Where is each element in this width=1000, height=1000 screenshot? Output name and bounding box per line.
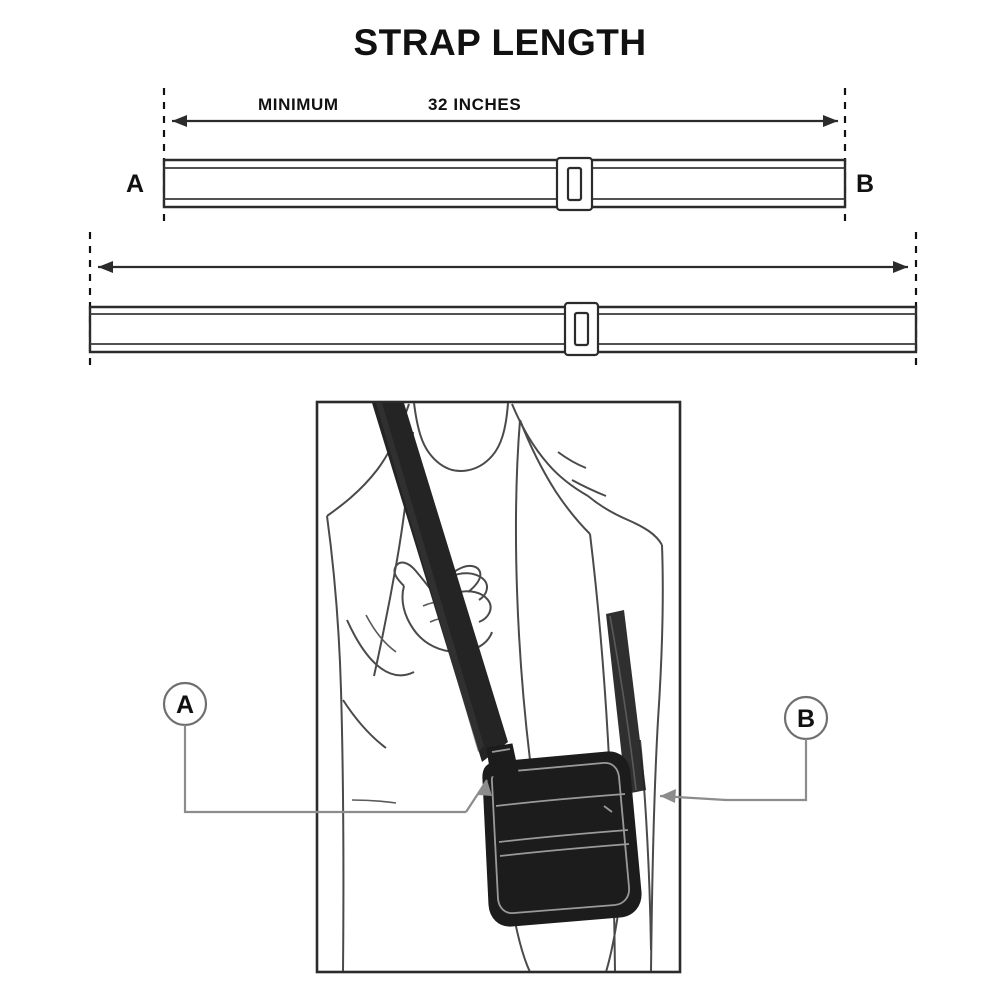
person-illustration — [327, 403, 663, 972]
maximum-dimension-arrow — [98, 261, 908, 273]
minimum-value-label: 32 INCHES — [428, 95, 522, 114]
minimum-strap-band — [164, 160, 845, 207]
sling-bag — [483, 752, 641, 926]
callout-b-label: B — [796, 705, 816, 733]
minimum-right-end-label: B — [856, 170, 875, 198]
minimum-dimension-arrow — [172, 115, 838, 127]
minimum-left-end-label: A — [126, 170, 145, 198]
callout-a — [164, 683, 492, 812]
minimum-mode-label: MINIMUM — [258, 95, 339, 114]
page-title: STRAP LENGTH — [353, 22, 647, 63]
maximum-strap-band — [90, 307, 916, 352]
minimum-strap-buckle — [557, 158, 592, 210]
callout-b — [660, 697, 827, 803]
callout-a-label: A — [175, 691, 195, 719]
maximum-strap-buckle — [565, 303, 598, 355]
